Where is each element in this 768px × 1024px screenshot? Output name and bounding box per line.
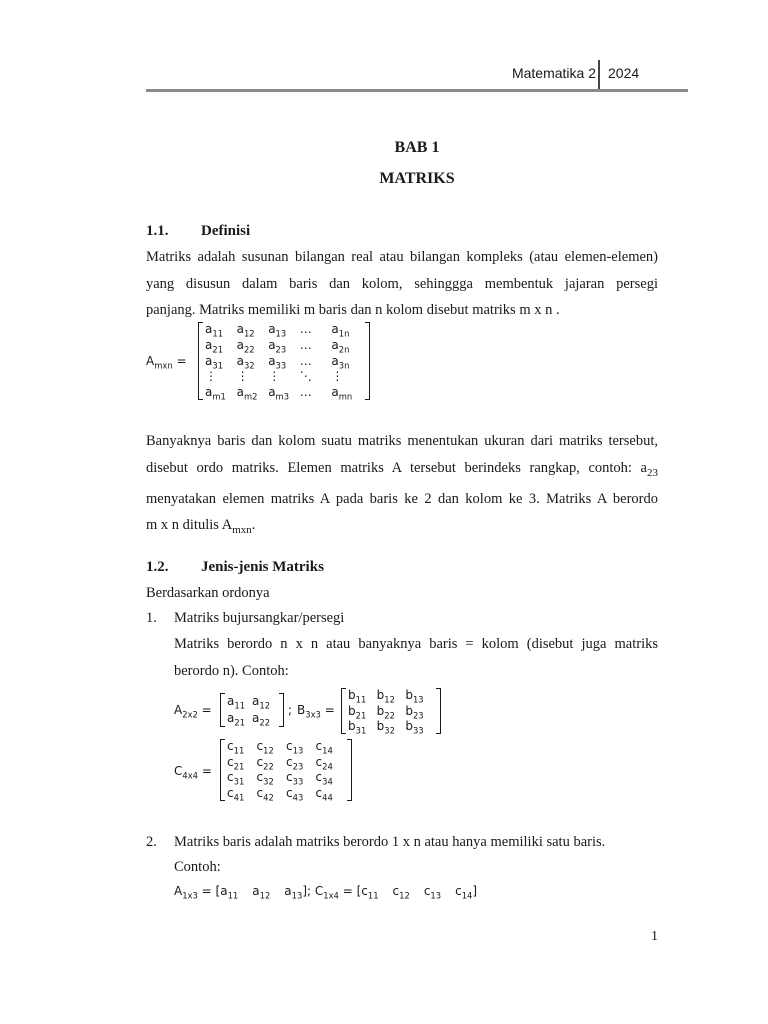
matrix-cell: $c_{11}$ [361,884,379,901]
lhs-base: B [297,703,306,717]
math-text: ; [307,884,315,898]
matrix-cell: $b_{13}$ [405,688,424,705]
matrix-cell: $a_{mn}$ [331,384,353,402]
right-bracket [365,322,370,400]
matrix-cell: $b_{33}$ [405,718,424,736]
matrix-cell: $a_{12}$ [252,884,271,901]
definition-paragraph [146,244,658,324]
subscript: mxn [232,524,252,537]
matrix-cell: $b_{11}$ [348,688,367,705]
text-line: Matriks berordo n x n atau banyaknya baris = kolom (disebut juga matriks [174,636,658,652]
math-text: [ [215,884,221,898]
matrix-cell: … [299,322,312,337]
section-number: 1.1. [146,223,169,239]
left-bracket [198,322,203,400]
lhs-base: A [146,354,155,368]
matrix-cell: $b_{22}$ [376,703,395,720]
matrix-cell: $c_{24}$ [315,754,333,772]
matrix-cell: $c_{12}$ [392,884,410,901]
matrix-cell: $c_{34}$ [315,770,333,787]
matrix-cell: ⋱ [299,369,312,384]
matrix-cell: $c_{23}$ [286,754,304,772]
text-line: Matriks adalah susunan bilangan real atau bilangan kompleks (atau elemen-elemen) [146,249,658,265]
header-divider [598,60,600,90]
math-text: = [338,884,357,898]
matrix-cell: $a_{12}$ [236,322,255,339]
matrix-cell: $c_{43}$ [286,785,304,803]
text-line: yang disusun dalam baris dan kolom, sehinggga membentuk jajaran persegi [146,275,658,292]
section-number: 1.2. [146,559,169,575]
matrix-cell: $c_{14}$ [315,739,333,756]
text-run: disebut ordo matriks. Elemen matriks A tersebut berindeks rangkap, contoh: a [146,459,647,476]
general-matrix [198,322,370,400]
text-line: Banyaknya baris dan kolom suatu matriks menentukan ukuran dari matriks tersebut, [146,433,658,449]
list-item-body: Contoh: [174,859,221,875]
matrix-cell: $c_{31}$ [227,770,245,787]
matrix-cell: ⋮ [268,369,281,384]
matrix-cell: $b_{32}$ [376,718,395,736]
a2x2-matrix [220,693,284,727]
matrix-cell: $c_{11}$ [227,739,245,756]
matrix-cell: $c_{13}$ [286,739,304,756]
section-title: Jenis-jenis Matriks [201,559,324,575]
lhs-sub: mxn [154,360,173,371]
b3x3-lhs [297,703,335,719]
lhs-sub: 4x4 [182,770,199,781]
matrix-cell: ⋮ [236,369,249,384]
matrix-cell: $c_{33}$ [286,770,304,787]
list-item-title: Matriks baris adalah matriks berordo 1 x n atau hanya memiliki satu baris. [174,834,606,850]
matrix-cell: $b_{31}$ [348,718,367,736]
matrix-cell: $a_{1n}$ [331,322,350,339]
matrix-cell: $a_{3n}$ [331,353,350,370]
matrix-cell: $b_{23}$ [405,703,424,720]
math-symbol: $A_{1x3}$ [174,884,198,901]
left-bracket [341,688,346,734]
matrix-cell: $a_{21}$ [205,337,224,355]
c4x4-matrix [220,739,352,801]
matrix-cell: $a_{m3}$ [268,384,290,402]
chapter-label: BAB 1 [394,139,440,156]
matrix-cell: $a_{m1}$ [205,384,226,402]
list-item-title: Matriks bujursangkar/persegi [174,610,345,626]
matrix-cell: $c_{13}$ [423,884,442,901]
matrix-cell: $a_{12}$ [252,694,271,711]
matrix-cell: $c_{14}$ [455,884,473,901]
math-text: ] [472,884,478,898]
math-text: [ [356,884,362,898]
matrix-cell: $c_{42}$ [256,785,274,803]
matrix-cell: $a_{2n}$ [331,337,350,355]
matrix-cell: $a_{11}$ [220,884,239,901]
ordo-paragraph [146,428,658,544]
math-text: ] [302,884,307,898]
equals-sign: = [176,354,187,368]
header-subject: Matematika 2 [511,65,596,81]
matrix-cell: $a_{22}$ [252,711,271,728]
matrix-cell: ⋮ [205,369,217,384]
left-bracket [220,693,225,727]
lhs-sub: 2x2 [182,709,198,720]
matrix-cell: $a_{m2}$ [236,384,258,402]
lhs-base: A [174,703,183,717]
matrix-cell: $a_{22}$ [236,337,255,355]
example-separator: ; [288,703,293,717]
matrix-cell: $a_{23}$ [268,337,287,355]
left-bracket [220,739,225,801]
text-line [146,512,658,543]
section-heading-definisi [146,223,250,240]
matrix-cell: … [299,337,312,352]
matrix-cell: $a_{21}$ [227,711,246,728]
page-number: 1 [651,929,658,944]
matrix-cell: $a_{11}$ [227,694,246,711]
right-bracket [347,739,352,801]
math-text: = [197,884,216,898]
matrix-cell: $c_{21}$ [227,754,245,772]
equals-sign: = [324,703,335,717]
header-year: 2024 [608,65,640,81]
subscript: 23 [647,466,658,479]
section-heading-jenis [146,559,324,576]
equals-sign: = [201,764,212,778]
text-line [146,455,658,486]
intro-text: Berdasarkan ordonya [146,585,270,601]
math-symbol: $C_{1x4}$ [314,884,339,901]
list-number: 1. [146,610,157,626]
text-run: m x n ditulis A [146,517,233,534]
matrix-cell: … [299,384,312,399]
text-line: panjang. Matriks memiliki m baris dan n kolom disebut matriks m x n . [146,302,560,318]
list-number: 2. [146,834,157,850]
matrix-cell: … [299,353,312,368]
lhs-sub: 3x3 [305,709,321,720]
matrix-cell: $a_{32}$ [236,353,255,370]
matrix-cell: $a_{31}$ [205,353,224,370]
text-line: menyatakan elemen matriks A pada baris ke 2 dan kolom ke 3. Matriks A berordo [146,490,658,507]
row-matrix [215,884,307,901]
matrix-cell: $a_{13}$ [284,884,303,901]
matrix-cell: $a_{13}$ [268,322,287,339]
right-bracket [436,688,441,734]
row-matrix [356,884,478,901]
running-header [146,60,688,92]
equals-sign: = [201,703,212,717]
matrix-cell: $a_{33}$ [268,353,287,370]
b3x3-matrix [341,688,441,734]
matrix-cell: $c_{41}$ [227,785,245,803]
matrix-cell: $c_{32}$ [256,770,274,787]
matrix-cell: $b_{21}$ [348,703,367,720]
chapter-title: MATRIKS [379,170,455,187]
matrix-cell: $c_{44}$ [315,785,333,803]
general-matrix-lhs [146,354,187,370]
c4x4-lhs [174,764,212,780]
lhs-base: C [174,764,183,778]
right-bracket [279,693,284,727]
text-run: . [251,517,256,534]
header-rule [146,89,688,92]
section-title: Definisi [201,223,251,239]
matrix-cell: $c_{22}$ [256,754,274,772]
matrix-cell: ⋮ [331,369,344,384]
list-item-body [174,631,658,684]
matrix-cell: $a_{11}$ [205,322,224,339]
a2x2-lhs [174,703,212,719]
text-line: berordo n). Contoh: [174,662,289,679]
matrix-cell: $c_{12}$ [256,739,274,756]
matrix-cell: $b_{12}$ [376,688,395,705]
row-matrix-example [174,884,477,900]
